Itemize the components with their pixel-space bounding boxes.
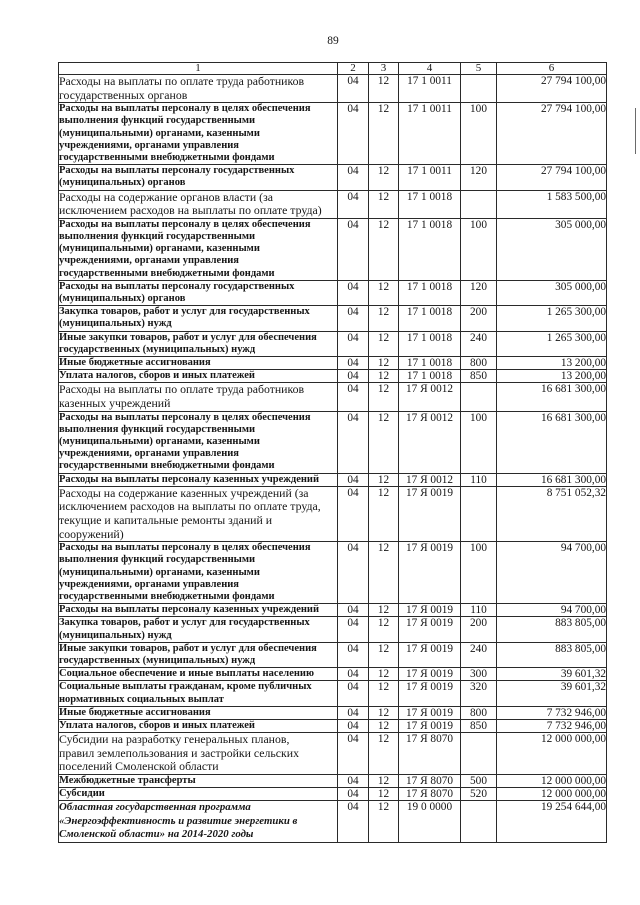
- expense-name-line: (муниципальных) нужд: [59, 318, 172, 330]
- expense-name-line: правил землепользования и застройки сельских: [59, 745, 299, 760]
- expense-type-code-cell: 100: [461, 103, 497, 165]
- expense-name-line: нормативных социальных выплат: [59, 693, 224, 705]
- expense-type-code-cell: 800: [461, 357, 497, 370]
- expense-name-line: Расходы на выплаты персоналу в целях обеспечения: [59, 103, 311, 115]
- expense-name-line: Смоленской области» на 2014-2020 годы: [59, 828, 254, 841]
- amount-cell: 12 000 000,00: [497, 733, 607, 775]
- expense-name-cell: [59, 306, 338, 331]
- expense-type-code-cell: 320: [461, 681, 497, 706]
- target-item-code-cell: 17 Я 0019: [399, 604, 461, 617]
- expense-name-line: (муниципальных) нужд: [59, 629, 172, 641]
- section-code-cell: 04: [338, 642, 369, 667]
- subsection-code-cell: 12: [369, 733, 399, 775]
- expense-type-code-cell: 240: [461, 642, 497, 667]
- expense-type-code-cell: [461, 486, 497, 541]
- subsection-code-cell: 12: [369, 331, 399, 356]
- table-row: [59, 706, 607, 719]
- subsection-code-cell: 12: [369, 788, 399, 801]
- amount-cell: 16 681 300,00: [497, 473, 607, 486]
- expense-name-cell: [59, 357, 338, 370]
- expense-name-line: учреждениями, органами управления: [59, 139, 239, 151]
- expense-name-line: «Энергоэффективность и развитие энергетики в: [59, 814, 298, 827]
- expense-type-code-cell: 500: [461, 775, 497, 788]
- section-code-cell: 04: [338, 411, 369, 473]
- expense-name-line: Расходы на выплаты персоналу в целях обеспечения: [59, 411, 311, 423]
- expense-name-line: учреждениями, органами управления: [59, 255, 239, 267]
- expense-name-line: Расходы на выплаты персоналу государственных: [59, 280, 295, 292]
- expense-name-line: Межбюджетные трансферты: [59, 775, 196, 787]
- subsection-code-cell: 12: [369, 357, 399, 370]
- expense-name-line: Расходы на выплаты по оплате труда работников: [59, 74, 305, 88]
- table-row: [59, 331, 607, 356]
- table-row: [59, 681, 607, 706]
- amount-cell: 13 200,00: [497, 370, 607, 383]
- subsection-code-cell: 12: [369, 103, 399, 165]
- subsection-code-cell: 12: [369, 165, 399, 190]
- expense-type-code-cell: [461, 801, 497, 842]
- expense-name-line: учреждениями, органами управления: [59, 578, 239, 590]
- table-row: [59, 775, 607, 788]
- expense-name-line: (муниципальных) органов: [59, 293, 186, 305]
- section-code-cell: 04: [338, 720, 369, 733]
- expense-name-line: Закупка товаров, работ и услуг для государственных: [59, 617, 310, 629]
- expense-name-cell: [59, 642, 338, 667]
- expense-name-line: государственных (муниципальных) нужд: [59, 655, 256, 667]
- column-header-4: 4: [399, 63, 461, 75]
- expense-name-line: Социальные выплаты гражданам, кроме публичных: [59, 681, 312, 693]
- amount-cell: 27 794 100,00: [497, 75, 607, 103]
- table-row: [59, 383, 607, 411]
- target-item-code-cell: 17 Я 8070: [399, 788, 461, 801]
- expense-name-cell: [59, 720, 338, 733]
- target-item-code-cell: 17 1 0011: [399, 75, 461, 103]
- amount-cell: 16 681 300,00: [497, 411, 607, 473]
- expense-name-cell: [59, 218, 338, 280]
- expense-type-code-cell: 120: [461, 280, 497, 305]
- section-code-cell: 04: [338, 370, 369, 383]
- target-item-code-cell: 17 Я 0019: [399, 542, 461, 604]
- amount-cell: 1 265 300,00: [497, 306, 607, 331]
- target-item-code-cell: 17 Я 0019: [399, 486, 461, 541]
- expense-name-line: исключением расходов на выплаты по оплате труда,: [59, 499, 321, 514]
- expense-name-line: Расходы на выплаты персоналу казенных учреждений: [59, 604, 320, 616]
- table-row: [59, 357, 607, 370]
- table-row: [59, 75, 607, 103]
- amount-cell: 12 000 000,00: [497, 788, 607, 801]
- column-header-1: 1: [59, 63, 338, 75]
- expense-name-cell: [59, 788, 338, 801]
- expense-name-line: Уплата налогов, сборов и иных платежей: [59, 370, 255, 382]
- target-item-code-cell: 19 0 0000: [399, 801, 461, 842]
- target-item-code-cell: 17 1 0018: [399, 306, 461, 331]
- expense-name-line: (муниципальными) органами, казенными: [59, 436, 260, 448]
- expense-name-line: государственных (муниципальных) нужд: [59, 343, 256, 355]
- expense-name-cell: [59, 604, 338, 617]
- expense-name-line: выполнения функций государственными: [59, 231, 256, 242]
- section-code-cell: 04: [338, 103, 369, 165]
- page-number: 89: [327, 35, 339, 47]
- expense-type-code-cell: 300: [461, 668, 497, 681]
- expense-name-cell: [59, 331, 338, 356]
- subsection-code-cell: 12: [369, 190, 399, 218]
- expense-name-line: Расходы на выплаты персоналу в целях обеспечения: [59, 542, 311, 554]
- table-row: [59, 542, 607, 604]
- expense-name-cell: [59, 165, 338, 190]
- amount-cell: 305 000,00: [497, 218, 607, 280]
- section-code-cell: 04: [338, 383, 369, 411]
- section-code-cell: 04: [338, 733, 369, 775]
- amount-cell: 12 000 000,00: [497, 775, 607, 788]
- amount-cell: 16 681 300,00: [497, 383, 607, 411]
- column-header-5: 5: [461, 63, 497, 75]
- table-row: [59, 801, 607, 842]
- budget-table: [58, 62, 607, 843]
- expense-name-line: Иные бюджетные ассигнования: [59, 357, 211, 369]
- expense-type-code-cell: 520: [461, 788, 497, 801]
- amount-cell: 13 200,00: [497, 357, 607, 370]
- target-item-code-cell: 17 1 0018: [399, 357, 461, 370]
- expense-name-cell: [59, 383, 338, 411]
- amount-cell: 1 583 500,00: [497, 190, 607, 218]
- amount-cell: 883 805,00: [497, 617, 607, 642]
- table-row: [59, 218, 607, 280]
- expense-type-code-cell: 240: [461, 331, 497, 356]
- section-code-cell: 04: [338, 668, 369, 681]
- target-item-code-cell: 17 Я 0012: [399, 411, 461, 473]
- amount-cell: 8 751 052,32: [497, 486, 607, 541]
- column-header-6: 6: [497, 63, 607, 75]
- section-code-cell: 04: [338, 801, 369, 842]
- target-item-code-cell: 17 1 0018: [399, 370, 461, 383]
- amount-cell: 7 732 946,00: [497, 706, 607, 719]
- section-code-cell: 04: [338, 218, 369, 280]
- subsection-code-cell: 12: [369, 642, 399, 667]
- expense-type-code-cell: 850: [461, 720, 497, 733]
- expense-name-line: сооружений): [59, 526, 124, 541]
- subsection-code-cell: 12: [369, 383, 399, 411]
- table-row: [59, 165, 607, 190]
- expense-name-cell: [59, 668, 338, 681]
- table-row: [59, 306, 607, 331]
- section-code-cell: 04: [338, 617, 369, 642]
- expense-type-code-cell: [461, 383, 497, 411]
- subsection-code-cell: 12: [369, 542, 399, 604]
- target-item-code-cell: 17 1 0011: [399, 103, 461, 165]
- expense-name-line: (муниципальными) органами, казенными: [59, 566, 260, 578]
- subsection-code-cell: 12: [369, 617, 399, 642]
- subsection-code-cell: 12: [369, 411, 399, 473]
- expense-name-line: выполнения функций государственными: [59, 554, 256, 566]
- amount-cell: 305 000,00: [497, 280, 607, 305]
- subsection-code-cell: 12: [369, 801, 399, 842]
- expense-name-line: Субсидии на разработку генеральных планов,: [59, 732, 290, 747]
- column-header-3: 3: [369, 63, 399, 75]
- expense-type-code-cell: 200: [461, 617, 497, 642]
- section-code-cell: 04: [338, 604, 369, 617]
- expense-name-line: исключением расходов на выплаты по оплате труда): [59, 203, 322, 218]
- expense-type-code-cell: 800: [461, 706, 497, 719]
- target-item-code-cell: 17 Я 8070: [399, 775, 461, 788]
- section-code-cell: 04: [338, 486, 369, 541]
- expense-name-line: Расходы на выплаты по оплате труда работников: [59, 382, 305, 397]
- expense-name-cell: [59, 801, 338, 842]
- section-code-cell: 04: [338, 331, 369, 356]
- amount-cell: 27 794 100,00: [497, 103, 607, 165]
- target-item-code-cell: 17 Я 0019: [399, 642, 461, 667]
- subsection-code-cell: 12: [369, 486, 399, 541]
- table-row: [59, 411, 607, 473]
- expense-name-line: Расходы на выплаты персоналу казенных учреждений: [59, 473, 320, 485]
- target-item-code-cell: 17 Я 8070: [399, 733, 461, 775]
- target-item-code-cell: 17 Я 0019: [399, 720, 461, 733]
- target-item-code-cell: 17 Я 0019: [399, 668, 461, 681]
- section-code-cell: 04: [338, 706, 369, 719]
- expense-type-code-cell: [461, 733, 497, 775]
- section-code-cell: 04: [338, 681, 369, 706]
- expense-name-line: Иные бюджетные ассигнования: [59, 706, 211, 718]
- expense-name-line: государственными внебюджетными фондами: [59, 152, 275, 163]
- expense-name-line: выполнения функций государственными: [59, 115, 256, 127]
- subsection-code-cell: 12: [369, 775, 399, 788]
- expense-name-line: государственными внебюджетными фондами: [59, 267, 275, 279]
- amount-cell: 27 794 100,00: [497, 165, 607, 190]
- expense-name-cell: [59, 75, 338, 103]
- expense-name-line: Иные закупки товаров, работ и услуг для обеспечения: [59, 642, 317, 654]
- table-row: [59, 486, 607, 541]
- table-header-row: [59, 63, 607, 75]
- subsection-code-cell: 12: [369, 668, 399, 681]
- expense-type-code-cell: 100: [461, 542, 497, 604]
- expense-name-line: государственными внебюджетными фондами: [59, 591, 275, 603]
- expense-name-cell: [59, 617, 338, 642]
- subsection-code-cell: 12: [369, 218, 399, 280]
- expense-type-code-cell: 110: [461, 604, 497, 617]
- expense-name-cell: [59, 681, 338, 706]
- table-body: [59, 75, 607, 843]
- table-row: [59, 190, 607, 218]
- section-code-cell: 04: [338, 542, 369, 604]
- expense-name-line: казенных учреждений: [59, 396, 171, 411]
- table-row: [59, 473, 607, 486]
- expense-name-line: Иные закупки товаров, работ и услуг для обеспечения: [59, 331, 317, 343]
- expense-name-cell: [59, 706, 338, 719]
- amount-cell: 39 601,32: [497, 681, 607, 706]
- expense-name-line: Расходы на содержание органов власти (за: [59, 190, 274, 204]
- expense-type-code-cell: [461, 75, 497, 103]
- target-item-code-cell: 17 1 0018: [399, 218, 461, 280]
- subsection-code-cell: 12: [369, 306, 399, 331]
- expense-name-line: государственных органов: [59, 87, 188, 102]
- subsection-code-cell: 12: [369, 280, 399, 305]
- expense-name-line: Расходы на содержание казенных учреждений (за: [59, 486, 309, 500]
- subsection-code-cell: 12: [369, 604, 399, 617]
- expense-type-code-cell: 120: [461, 165, 497, 190]
- expense-name-line: текущие и капитальные ремонты зданий и: [59, 513, 273, 528]
- expense-type-code-cell: 100: [461, 411, 497, 473]
- section-code-cell: 04: [338, 306, 369, 331]
- expense-name-line: (муниципальных) органов: [59, 177, 186, 189]
- amount-cell: 1 265 300,00: [497, 331, 607, 356]
- expense-name-line: поселений Смоленской области: [59, 759, 219, 774]
- target-item-code-cell: 17 1 0011: [399, 165, 461, 190]
- amount-cell: 94 700,00: [497, 604, 607, 617]
- expense-name-line: Областная государственная программа: [59, 801, 251, 814]
- table-row: [59, 788, 607, 801]
- expense-type-code-cell: 100: [461, 218, 497, 280]
- subsection-code-cell: 12: [369, 720, 399, 733]
- scan-edge-mark: [635, 108, 636, 154]
- table-row: [59, 733, 607, 775]
- amount-cell: 883 805,00: [497, 642, 607, 667]
- expense-name-line: выполнения функций государственными: [59, 423, 256, 435]
- expense-name-cell: [59, 370, 338, 383]
- expense-name-line: Расходы на выплаты персоналу государственных: [59, 165, 295, 177]
- target-item-code-cell: 17 Я 0012: [399, 473, 461, 486]
- expense-name-cell: [59, 542, 338, 604]
- amount-cell: 7 732 946,00: [497, 720, 607, 733]
- expense-type-code-cell: 200: [461, 306, 497, 331]
- table-row: [59, 280, 607, 305]
- expense-name-cell: [59, 280, 338, 305]
- table-row: [59, 370, 607, 383]
- expense-name-cell: [59, 411, 338, 473]
- expense-name-cell: [59, 103, 338, 165]
- expense-name-cell: [59, 486, 338, 541]
- target-item-code-cell: 17 1 0018: [399, 280, 461, 305]
- expense-name-line: Субсидии: [59, 788, 105, 800]
- subsection-code-cell: 12: [369, 370, 399, 383]
- table-row: [59, 642, 607, 667]
- section-code-cell: 04: [338, 280, 369, 305]
- target-item-code-cell: 17 Я 0019: [399, 681, 461, 706]
- expense-name-line: государственными внебюджетными фондами: [59, 460, 275, 472]
- target-item-code-cell: 17 1 0018: [399, 190, 461, 218]
- expense-name-cell: [59, 473, 338, 486]
- section-code-cell: 04: [338, 75, 369, 103]
- section-code-cell: 04: [338, 473, 369, 486]
- expense-type-code-cell: [461, 190, 497, 218]
- table-row: [59, 720, 607, 733]
- subsection-code-cell: 12: [369, 706, 399, 719]
- expense-name-cell: [59, 733, 338, 775]
- target-item-code-cell: 17 1 0018: [399, 331, 461, 356]
- expense-name-line: Закупка товаров, работ и услуг для государственных: [59, 306, 310, 318]
- target-item-code-cell: 17 Я 0019: [399, 617, 461, 642]
- expense-name-cell: [59, 775, 338, 788]
- subsection-code-cell: 12: [369, 473, 399, 486]
- expense-name-line: Социальное обеспечение и иные выплаты населению: [59, 668, 314, 680]
- table-row: [59, 668, 607, 681]
- section-code-cell: 04: [338, 775, 369, 788]
- section-code-cell: 04: [338, 788, 369, 801]
- section-code-cell: 04: [338, 165, 369, 190]
- subsection-code-cell: 12: [369, 681, 399, 706]
- target-item-code-cell: 17 Я 0012: [399, 383, 461, 411]
- expense-type-code-cell: 110: [461, 473, 497, 486]
- expense-name-line: Уплата налогов, сборов и иных платежей: [59, 720, 255, 732]
- expense-name-line: (муниципальными) органами, казенными: [59, 243, 260, 255]
- subsection-code-cell: 12: [369, 75, 399, 103]
- expense-name-line: Расходы на выплаты персоналу в целях обеспечения: [59, 218, 311, 230]
- amount-cell: 19 254 644,00: [497, 801, 607, 842]
- section-code-cell: 04: [338, 190, 369, 218]
- expense-name-line: учреждениями, органами управления: [59, 448, 239, 460]
- expense-type-code-cell: 850: [461, 370, 497, 383]
- table-row: [59, 604, 607, 617]
- expense-name-line: (муниципальными) органами, казенными: [59, 127, 260, 139]
- table-row: [59, 617, 607, 642]
- amount-cell: 94 700,00: [497, 542, 607, 604]
- column-header-2: 2: [338, 63, 369, 75]
- target-item-code-cell: 17 Я 0019: [399, 706, 461, 719]
- expense-name-cell: [59, 190, 338, 218]
- table-row: [59, 103, 607, 165]
- section-code-cell: 04: [338, 357, 369, 370]
- amount-cell: 39 601,32: [497, 668, 607, 681]
